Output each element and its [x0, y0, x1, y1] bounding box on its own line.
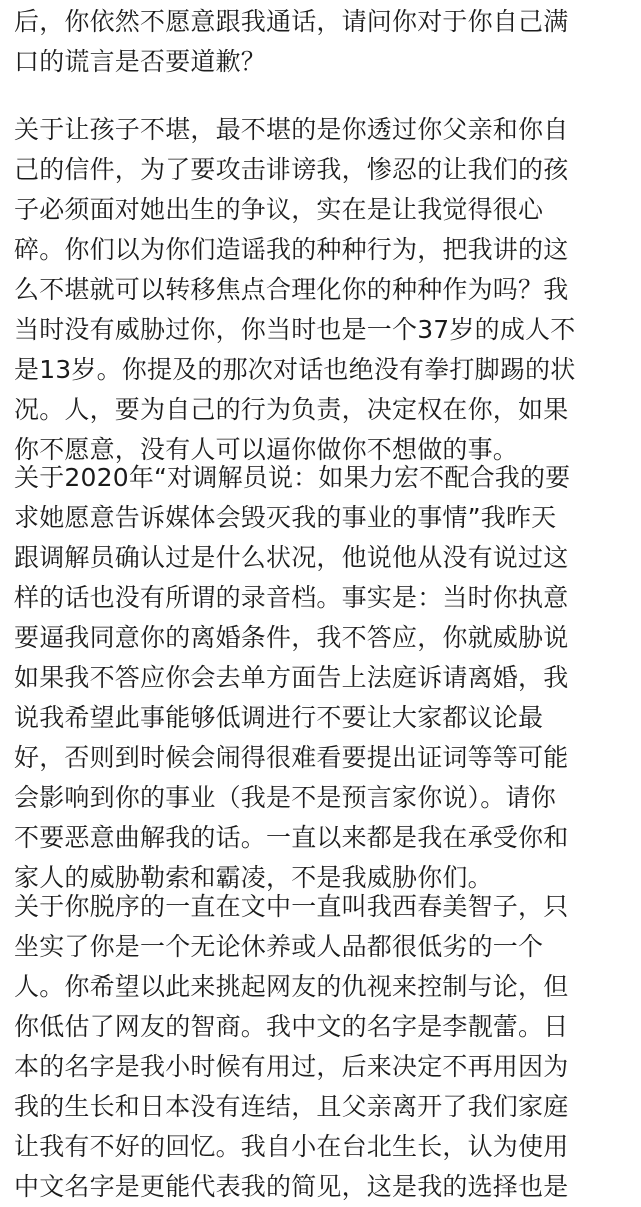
- text-line: 让我有不好的回忆。我自小在台北生长，认为使用: [14, 1132, 569, 1161]
- text-line: 是13岁。你提及的那次对话也绝没有拳打脚踢的状: [14, 355, 576, 384]
- text-line: 中文名字是更能代表我的简见，这是我的选择也是: [14, 1172, 569, 1201]
- paragraph-2: [14, 110, 634, 470]
- paragraph-4: [14, 887, 634, 1207]
- text-line: 好，否则到时候会闹得很难看要提出证词等等可能: [14, 743, 569, 772]
- text-line: 我的生长和日本没有连结，且父亲离开了我们家庭: [14, 1092, 569, 1121]
- text-line: 本的名字是我小时候有用过，后来决定不再用因为: [14, 1052, 569, 1081]
- text-line: 会影响到你的事业（我是不是预言家你说）。请你: [14, 783, 556, 812]
- text-line: 碎。你们以为你们造谣我的种种行为，把我讲的这: [14, 235, 569, 264]
- text-line: 子必须面对她出生的争议，实在是让我觉得很心: [14, 195, 544, 224]
- text-line: 你低估了网友的智商。我中文的名字是李靓蕾。日: [14, 1012, 569, 1041]
- text-line: 况。人，要为自己的行为负责，决定权在你，如果: [14, 395, 569, 424]
- text-line: 如果我不答应你会去单方面告上法庭诉请离婚，我: [14, 663, 569, 692]
- text-line: 跟调解员确认过是什么状况，他说他从没有说过这: [14, 543, 569, 572]
- text-line: 样的话也没有所谓的录音档。事实是：当时你执意: [14, 583, 569, 612]
- text-line: 说我希望此事能够低调进行不要让大家都议论最: [14, 703, 544, 732]
- paragraph-1: [14, 2, 634, 82]
- text-line: 求她愿意告诉媒体会毁灭我的事业的事情”我昨天: [14, 503, 557, 532]
- text-line: 己的信件，为了要攻击诽谤我，惨忍的让我们的孩: [14, 155, 569, 184]
- text-line: 你不愿意，没有人可以逼你做你不想做的事。: [14, 435, 519, 464]
- text-line: 不要恶意曲解我的话。一直以来都是我在承受你和: [14, 823, 569, 852]
- text-line: 家人的威胁勒索和霸凌，不是我威胁你们。: [14, 863, 493, 892]
- text-line: 当时没有威胁过你，你当时也是一个37岁的成人不: [14, 315, 576, 344]
- text-line: 人。你希望以此来挑起网友的仇视来控制与论，但: [14, 972, 569, 1001]
- text-line: 要逼我同意你的离婚条件，我不答应，你就威胁说: [14, 623, 569, 652]
- text-line: 么不堪就可以转移焦点合理化你的种种作为吗？我: [14, 275, 569, 304]
- text-line: 坐实了你是一个无论休养或人品都很低劣的一个: [14, 932, 544, 961]
- text-line: 口的谎言是否要道歉？: [14, 47, 267, 76]
- text-line: 关于让孩子不堪，最不堪的是你透过你父亲和你自: [14, 115, 569, 144]
- text-line: 关于你脱序的一直在文中一直叫我西春美智子，只: [14, 892, 569, 921]
- text-line: 关于2020年“对调解员说：如果力宏不配合我的要: [14, 463, 571, 492]
- paragraph-3: [14, 458, 634, 898]
- text-line: 后，你依然不愿意跟我通话，请问你对于你自己满: [14, 7, 569, 36]
